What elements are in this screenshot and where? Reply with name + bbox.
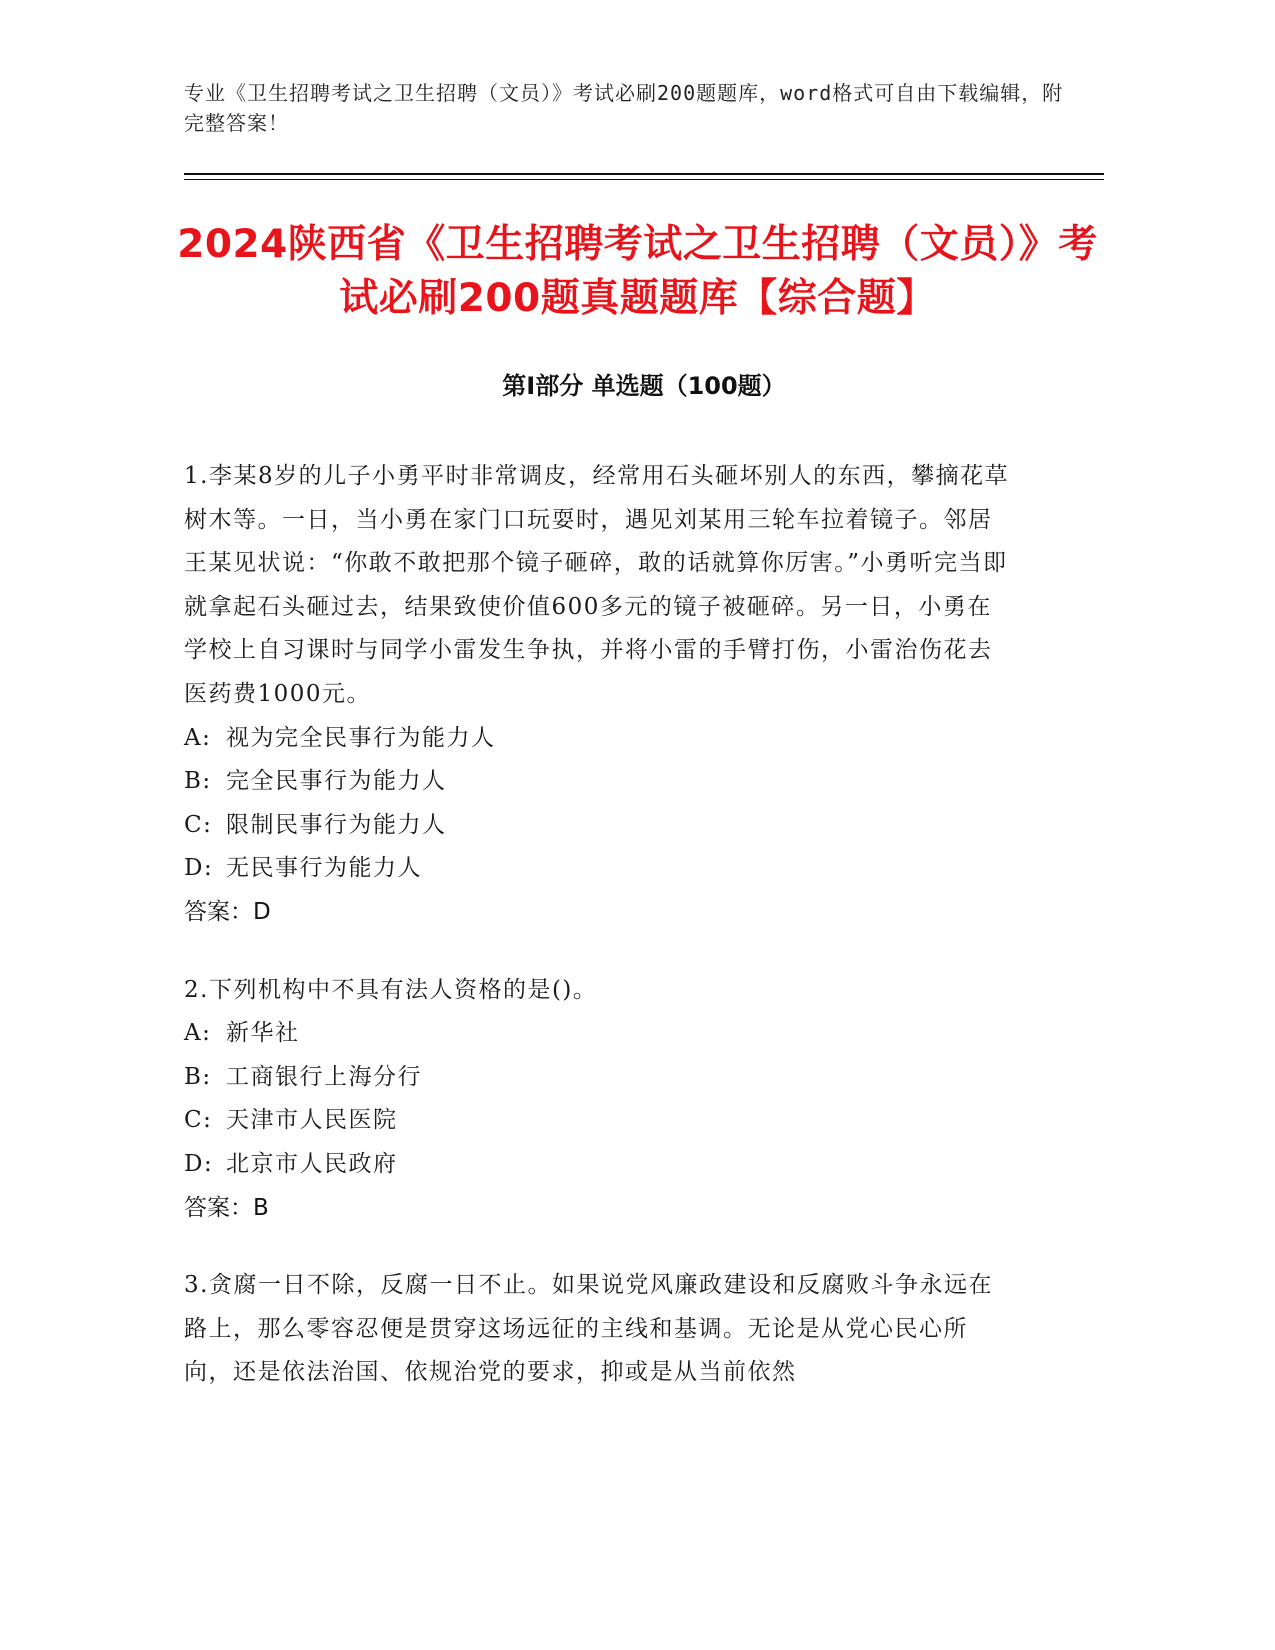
option-letter: C: bbox=[184, 811, 213, 838]
question-1-answer: 答案：D bbox=[184, 898, 271, 925]
question-1-stem: 1.李某8岁的儿子小勇平时非常调皮，经常用石头砸坏别人的东西，攀摘花草树木等。一日，当小勇在家门口玩耍时，遇见刘某用三轮车拉着镜子。邻居王某见状说：“你敢不敢把那个镜子砸碎，敢的话就算你厉害。”小勇听完当即就拿起石头砸过去，结果致使价值600多元的镜子被砸碎。另一日，小勇在学校上自习课时与同学小雷发生争执，并将小雷的手臂打伤，小雷治伤花去医药费1000元。 bbox=[184, 463, 1010, 707]
question-1-option-c bbox=[184, 804, 1014, 848]
question-1-option-b bbox=[184, 760, 1014, 804]
option-text: 天津市人民医院 bbox=[226, 1107, 398, 1134]
header-divider-thin bbox=[184, 179, 1104, 180]
question-2-answer: 答案：B bbox=[184, 1194, 269, 1221]
header-note: 专业《卫生招聘考试之卫生招聘（文员）》考试必刷200题题库，word格式可自由下载编辑，附完整答案！ bbox=[184, 81, 1064, 135]
question-1-option-d bbox=[184, 847, 1014, 891]
option-text: 完全民事行为能力人 bbox=[226, 768, 447, 795]
option-text: 新华社 bbox=[226, 1020, 300, 1047]
option-text: 北京市人民政府 bbox=[226, 1150, 398, 1177]
question-list bbox=[184, 455, 1014, 1429]
question-2-option-c bbox=[184, 1099, 1014, 1143]
question-2-option-a bbox=[184, 1012, 1014, 1056]
question-1 bbox=[184, 455, 1014, 935]
option-letter: D: bbox=[184, 1150, 214, 1177]
option-letter: C: bbox=[184, 1107, 213, 1134]
question-2-option-b bbox=[184, 1056, 1014, 1100]
header-divider-thick bbox=[184, 173, 1104, 175]
document-title: 2024陕西省《卫生招聘考试之卫生招聘（文员）》考试必刷200题真题题库【综合题】 bbox=[177, 222, 1098, 321]
option-letter: A: bbox=[184, 1020, 212, 1047]
option-letter: B: bbox=[184, 1063, 212, 1090]
option-text: 工商银行上海分行 bbox=[226, 1063, 422, 1090]
option-text: 无民事行为能力人 bbox=[226, 855, 422, 882]
question-2-option-d bbox=[184, 1143, 1014, 1187]
option-letter: D: bbox=[184, 855, 214, 882]
question-3-stem: 3.贪腐一日不除，反腐一日不止。如果说党风廉政建设和反腐败斗争永远在路上，那么零容忍便是贯穿这场远征的主线和基调。无论是从党心民心所向，还是依法治国、依规治党的要求，抑或是从当前依然 bbox=[184, 1272, 993, 1386]
option-text: 限制民事行为能力人 bbox=[226, 811, 447, 838]
question-3 bbox=[184, 1264, 1014, 1395]
option-letter: B: bbox=[184, 768, 212, 795]
question-1-option-a bbox=[184, 717, 1014, 761]
question-2 bbox=[184, 969, 1014, 1231]
question-2-stem: 2.下列机构中不具有法人资格的是()。 bbox=[184, 976, 598, 1003]
section-title: 第Ⅰ部分 单选题（100题） bbox=[502, 372, 786, 400]
option-text: 视为完全民事行为能力人 bbox=[226, 724, 496, 751]
option-letter: A: bbox=[184, 724, 212, 751]
